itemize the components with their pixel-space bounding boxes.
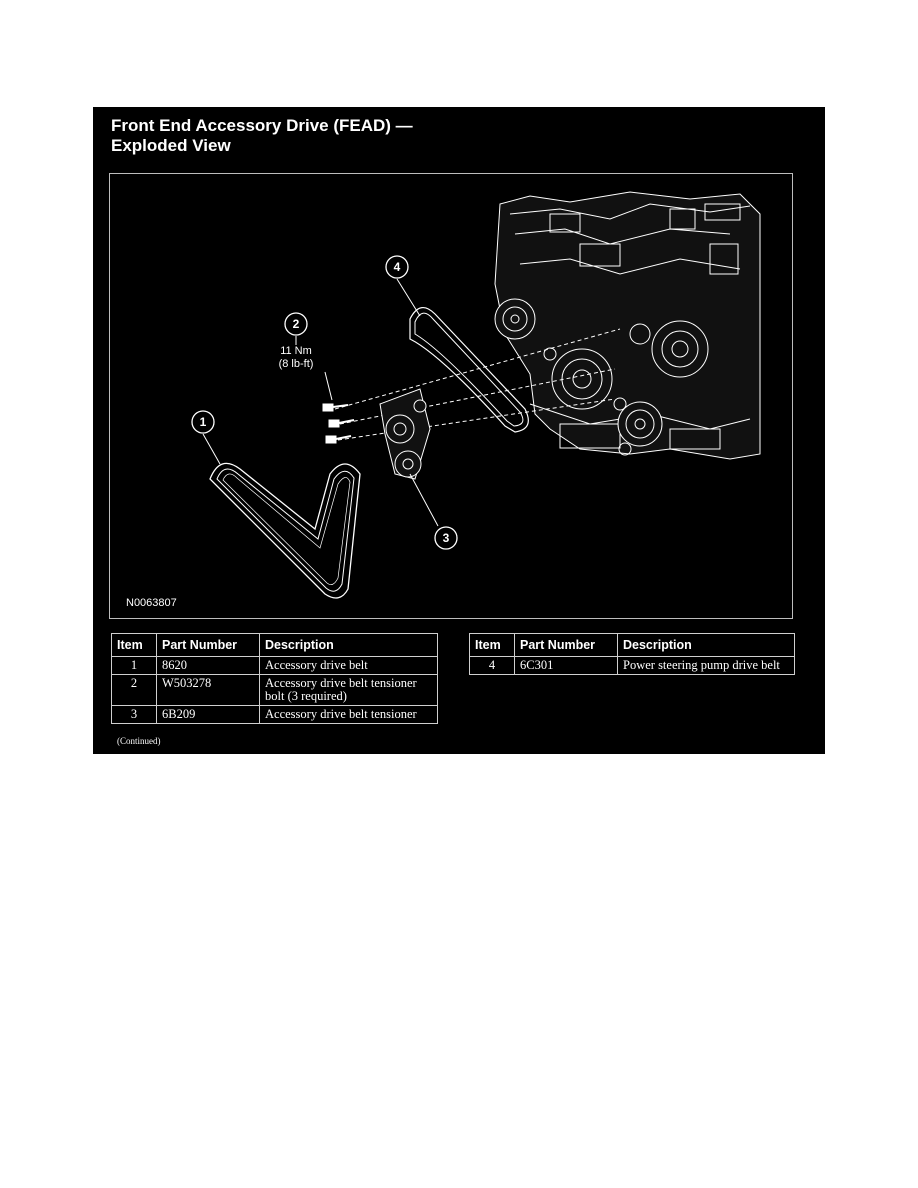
row-part: 6B209 xyxy=(157,706,260,724)
table-header-row xyxy=(112,634,438,657)
svg-text:(8 lb-ft): (8 lb-ft) xyxy=(278,358,314,370)
continued-note: (Continued) xyxy=(117,736,161,746)
row-desc: Accessory drive belt tensioner bolt (3 required) xyxy=(260,675,438,706)
title-line-2: Exploded View xyxy=(111,136,231,155)
header-item: Item xyxy=(112,634,157,657)
callout-4 xyxy=(386,256,408,278)
svg-text:2: 2 xyxy=(292,317,300,331)
row-desc: Accessory drive belt tensioner xyxy=(260,706,438,724)
page-title xyxy=(111,116,413,156)
row-item: 1 xyxy=(112,657,157,675)
fead-diagram xyxy=(110,174,792,618)
table-row xyxy=(112,675,438,706)
title-line-1: Front End Accessory Drive (FEAD) — xyxy=(111,116,413,135)
table-row xyxy=(112,657,438,675)
document-panel xyxy=(93,107,825,754)
row-part: 8620 xyxy=(157,657,260,675)
row-part: 6C301 xyxy=(515,657,618,675)
callout-3 xyxy=(435,527,457,549)
header-description: Description xyxy=(618,634,795,657)
header-description: Description xyxy=(260,634,438,657)
row-desc: Power steering pump drive belt xyxy=(618,657,795,675)
parts-table-right xyxy=(469,633,795,675)
accessory-drive-belt xyxy=(210,463,360,598)
belt-tensioner-illustration xyxy=(380,389,430,479)
row-item: 3 xyxy=(112,706,157,724)
svg-text:4: 4 xyxy=(393,260,401,274)
header-part-number: Part Number xyxy=(515,634,618,657)
table-row xyxy=(112,706,438,724)
header-part-number: Part Number xyxy=(157,634,260,657)
tensioner-bolts xyxy=(323,404,354,443)
callout-1 xyxy=(192,411,214,433)
torque-spec xyxy=(279,345,314,370)
row-desc: Accessory drive belt xyxy=(260,657,438,675)
engine-illustration xyxy=(495,192,760,459)
exploded-view-figure xyxy=(109,173,793,619)
svg-text:11 Nm: 11 Nm xyxy=(280,345,312,357)
header-item: Item xyxy=(470,634,515,657)
table-header-row xyxy=(470,634,795,657)
svg-text:3: 3 xyxy=(442,531,450,545)
svg-text:1: 1 xyxy=(199,415,207,429)
row-part: W503278 xyxy=(157,675,260,706)
parts-table-left xyxy=(111,633,438,724)
row-item: 4 xyxy=(470,657,515,675)
table-row xyxy=(470,657,795,675)
figure-id: N0063807 xyxy=(126,597,177,609)
row-item: 2 xyxy=(112,675,157,706)
callout-2 xyxy=(285,313,307,335)
